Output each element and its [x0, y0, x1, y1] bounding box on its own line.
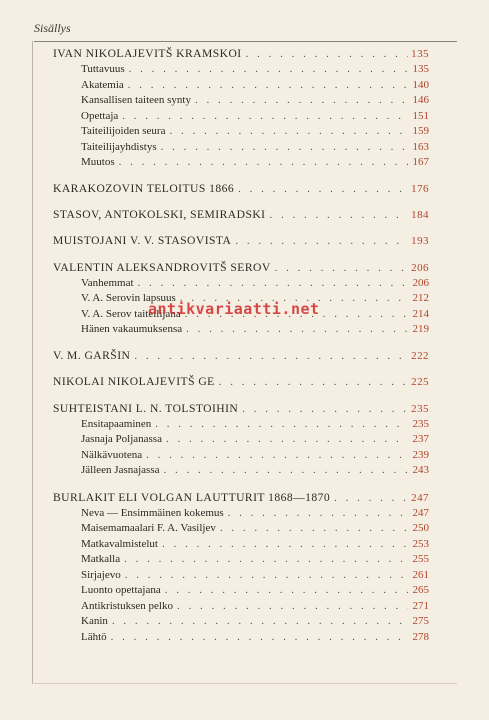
dot-leader — [122, 109, 408, 125]
section-spacer — [53, 364, 429, 373]
entry-page-number: 247 — [411, 491, 429, 504]
entry-page-number: 135 — [411, 48, 429, 60]
entry-page-number: 247 — [412, 506, 429, 519]
dot-leader — [165, 583, 408, 599]
entry-page-number: 255 — [412, 553, 429, 565]
entry-title: Nälkävuotena — [81, 448, 143, 461]
dot-leader — [119, 155, 408, 171]
entry-title: Akatemia — [81, 78, 124, 91]
toc-subchapter-entry — [53, 78, 429, 94]
entry-page-number: 250 — [412, 522, 429, 534]
entry-page-number: 135 — [412, 63, 429, 75]
dot-leader — [220, 521, 408, 537]
entry-title: BURLAKIT ELI VOLGAN LAUTTURIT 1868—1870 — [53, 490, 331, 504]
header-rule — [34, 41, 457, 42]
entry-title: Matkalla — [81, 553, 121, 565]
toc-subchapter-entry — [53, 124, 429, 140]
dot-leader — [164, 463, 409, 479]
toc-subchapter-entry — [53, 432, 429, 448]
entry-page-number: 222 — [411, 349, 429, 362]
section-spacer — [53, 223, 429, 232]
entry-title: Antikristuksen pelko — [81, 599, 173, 612]
entry-title: V. M. GARŠIN — [53, 348, 131, 362]
entry-page-number: 206 — [412, 276, 429, 289]
dot-leader — [138, 276, 408, 292]
toc-subchapter-entry — [53, 109, 429, 125]
entry-title: MUISTOJANI V. V. STASOVISTA — [53, 233, 232, 247]
toc-subchapter-entry — [53, 552, 429, 568]
toc-chapter-entry — [53, 400, 429, 417]
toc-subchapter-entry — [53, 448, 429, 464]
entry-title: Opettaja — [81, 109, 119, 122]
entry-title: Ensitapaaminen — [81, 417, 152, 430]
entry-page-number: 278 — [412, 630, 429, 643]
dot-leader — [112, 614, 408, 630]
toc-chapter-entry — [53, 347, 429, 364]
toc-subchapter-entry — [53, 630, 429, 646]
dot-leader — [269, 207, 408, 224]
dot-leader — [246, 46, 408, 63]
entry-title: Jälleen Jasnajassa — [81, 464, 160, 476]
dot-leader — [177, 599, 408, 615]
toc-section — [53, 249, 429, 338]
entry-page-number: 212 — [412, 292, 429, 304]
entry-title: V. A. Serov taiteilijana — [81, 307, 181, 320]
page-header: Sisällys — [34, 21, 71, 35]
entry-page-number: 253 — [412, 537, 429, 550]
entry-title: Kansallisen taiteen synty — [81, 94, 191, 106]
toc-chapter-entry — [53, 180, 429, 197]
toc-subchapter-entry — [53, 506, 429, 522]
toc-chapter-entry — [53, 206, 429, 223]
dot-leader — [169, 124, 408, 140]
entry-title: KARAKOZOVIN TELOITUS 1866 — [53, 181, 235, 195]
toc-subchapter-entry — [53, 140, 429, 156]
dot-leader — [166, 432, 408, 448]
dot-leader — [334, 490, 408, 507]
entry-title: Neva — Ensimmäinen kokemus — [81, 506, 224, 519]
entry-title: STASOV, ANTOKOLSKI, SEMIRADSKI — [53, 207, 266, 221]
dot-leader — [124, 552, 408, 568]
entry-page-number: 206 — [411, 261, 429, 274]
entry-title: IVAN NIKOLAJEVITŠ KRAMSKOI — [53, 47, 242, 60]
toc-subchapter-entry — [53, 276, 429, 292]
entry-page-number: 193 — [411, 234, 429, 247]
dot-leader — [162, 537, 408, 553]
entry-page-number: 167 — [412, 156, 429, 168]
entry-page-number: 265 — [412, 584, 429, 596]
toc-subchapter-entry — [53, 583, 429, 599]
entry-page-number: 184 — [411, 208, 429, 221]
toc-section — [53, 223, 429, 249]
toc-subchapter-entry — [53, 463, 429, 479]
entry-title: Hänen vakaumuksensa — [81, 323, 183, 335]
toc-chapter-entry — [53, 489, 429, 506]
toc-chapter-entry — [53, 45, 429, 62]
entry-title: Vanhemmat — [81, 276, 134, 289]
entry-title: Taiteilijayhdistys — [81, 140, 157, 153]
entry-page-number: 214 — [412, 307, 429, 320]
toc-chapter-entry — [53, 259, 429, 276]
entry-title: Luonto opettajana — [81, 584, 161, 596]
margin-rule — [32, 41, 33, 684]
entry-title: Sirjajevo — [81, 568, 121, 581]
table-of-contents — [53, 45, 429, 645]
dot-leader — [155, 417, 408, 433]
entry-page-number: 146 — [412, 94, 429, 106]
toc-chapter-entry — [53, 232, 429, 249]
entry-title: NIKOLAI NIKOLAJEVITŠ GE — [53, 374, 215, 388]
entry-title: Muutos — [81, 156, 115, 168]
toc-subchapter-entry — [53, 599, 429, 615]
entry-title: Kanin — [81, 615, 108, 627]
toc-chapter-entry — [53, 373, 429, 390]
toc-subchapter-entry — [53, 521, 429, 537]
entry-page-number: 243 — [412, 464, 429, 476]
dot-leader — [111, 630, 408, 646]
entry-page-number: 163 — [412, 140, 429, 153]
toc-subchapter-entry — [53, 614, 429, 630]
dot-leader — [146, 448, 408, 464]
dot-leader — [228, 506, 408, 522]
section-spacer — [53, 390, 429, 400]
toc-section — [53, 45, 429, 171]
dot-leader — [219, 374, 408, 391]
footer-rule — [34, 683, 457, 684]
entry-page-number: 237 — [412, 433, 429, 445]
dot-leader — [275, 260, 408, 277]
toc-subchapter-entry — [53, 93, 429, 109]
section-spacer — [53, 479, 429, 489]
entry-page-number: 239 — [412, 448, 429, 461]
entry-page-number: 275 — [412, 615, 429, 627]
entry-page-number: 235 — [412, 417, 429, 430]
dot-leader — [195, 93, 408, 109]
toc-subchapter-entry — [53, 417, 429, 433]
entry-page-number: 225 — [411, 375, 429, 388]
entry-title: SUHTEISTANI L. N. TOLSTOIHIN — [53, 401, 239, 415]
entry-page-number: 271 — [412, 599, 429, 612]
dot-leader — [186, 322, 408, 338]
toc-subchapter-entry — [53, 537, 429, 553]
toc-section — [53, 197, 429, 223]
dot-leader — [134, 348, 408, 365]
entry-title: Jasnaja Poljanassa — [81, 433, 162, 445]
dot-leader — [238, 181, 408, 198]
entry-title: V. A. Serovin lapsuus — [81, 292, 176, 304]
section-spacer — [53, 171, 429, 180]
entry-page-number: 219 — [412, 323, 429, 335]
entry-title: Matkavalmistelut — [81, 537, 158, 550]
toc-subchapter-entry — [53, 568, 429, 584]
toc-subchapter-entry — [53, 155, 429, 171]
toc-subchapter-entry — [53, 322, 429, 338]
dot-leader — [129, 62, 408, 78]
dot-leader — [161, 140, 408, 156]
entry-page-number: 159 — [412, 125, 429, 137]
entry-title: Taiteilijoiden seura — [81, 125, 166, 137]
section-spacer — [53, 197, 429, 206]
toc-section — [53, 338, 429, 364]
entry-title: Tuttavuus — [81, 63, 125, 75]
entry-page-number: 235 — [411, 402, 429, 415]
toc-section — [53, 479, 429, 646]
section-spacer — [53, 338, 429, 347]
dot-leader — [125, 568, 408, 584]
entry-page-number: 261 — [412, 568, 429, 581]
entry-page-number: 151 — [412, 109, 429, 122]
section-spacer — [53, 249, 429, 259]
entry-page-number: 140 — [412, 78, 429, 91]
entry-title: VALENTIN ALEKSANDROVITŠ SEROV — [53, 260, 271, 274]
toc-section — [53, 364, 429, 390]
toc-section — [53, 171, 429, 197]
toc-subchapter-entry — [53, 62, 429, 78]
entry-title: Lähtö — [81, 630, 107, 643]
dot-leader — [128, 78, 408, 94]
dot-leader — [235, 233, 408, 250]
entry-title: Maisemamaalari F. A. Vasiljev — [81, 522, 216, 534]
watermark-text: antikvariaatti.net — [148, 300, 320, 318]
entry-page-number: 176 — [411, 182, 429, 195]
toc-section — [53, 390, 429, 479]
dot-leader — [242, 401, 408, 418]
